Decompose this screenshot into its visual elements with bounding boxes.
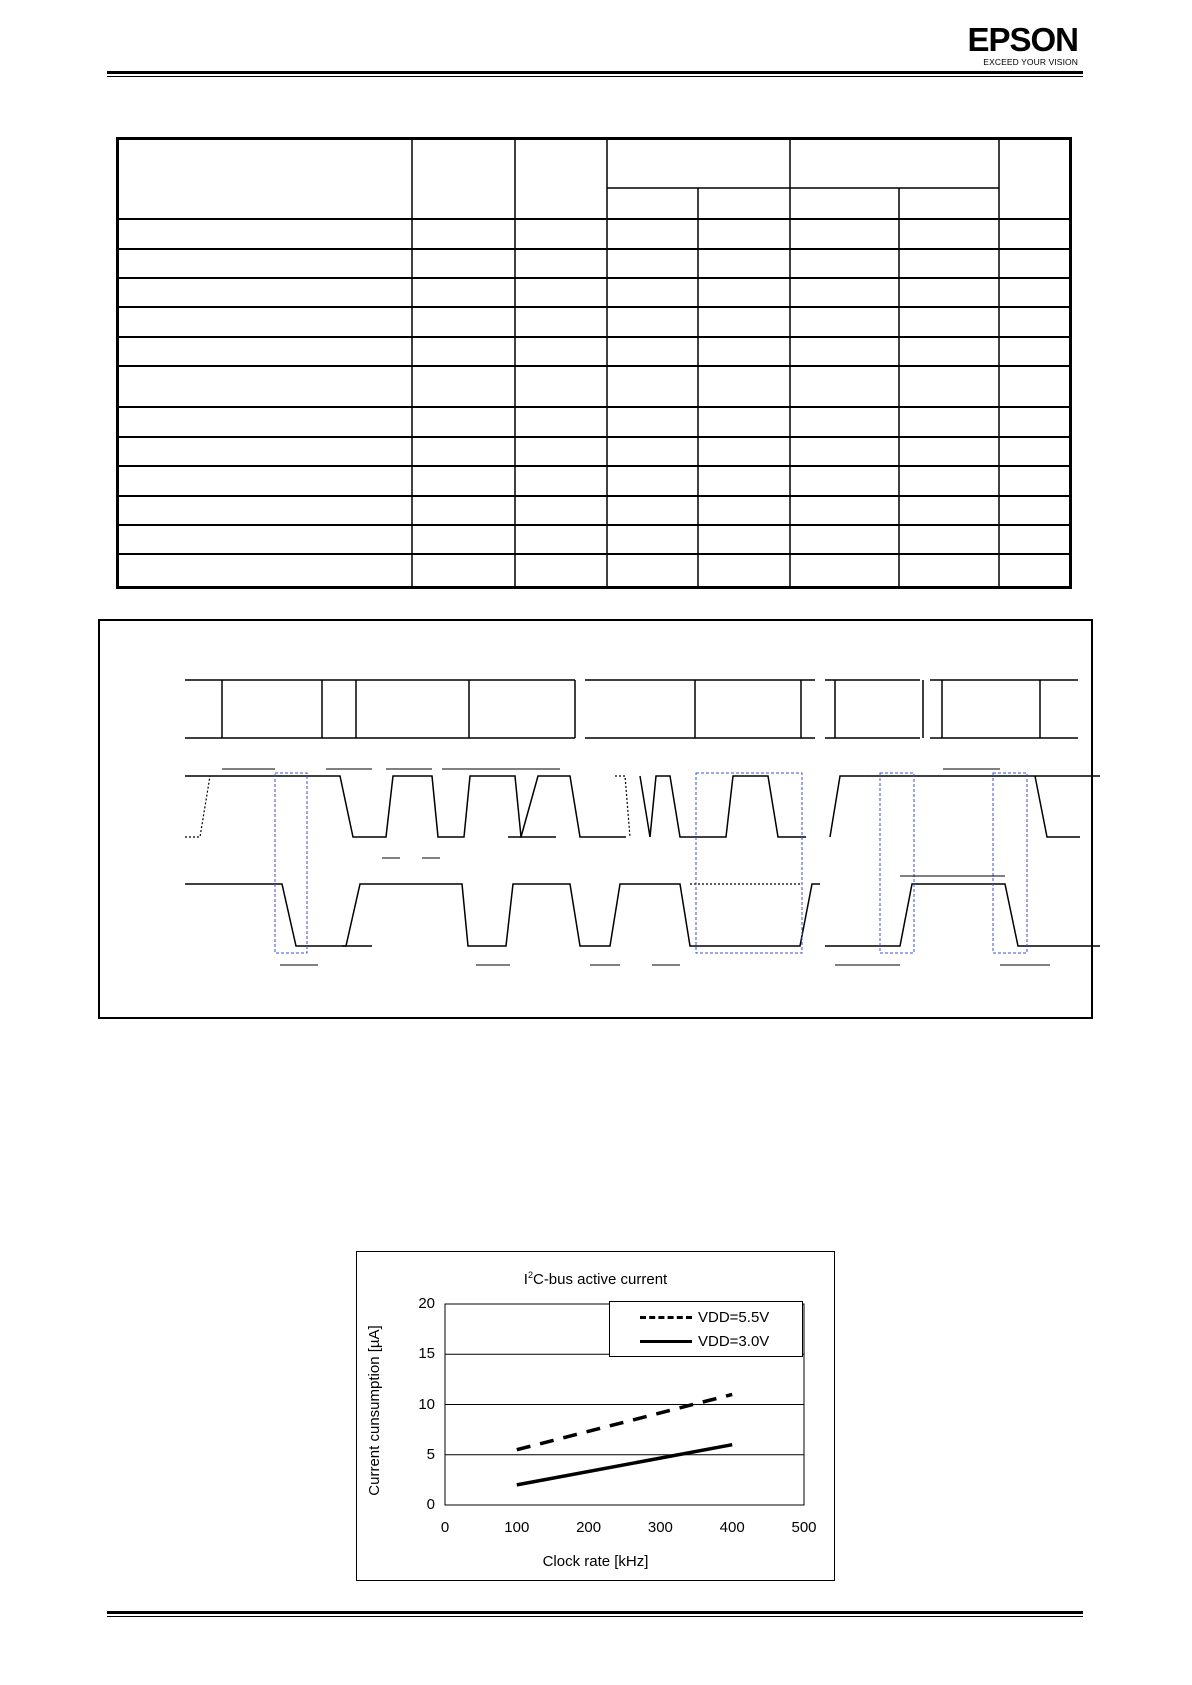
current-chart: [356, 1251, 835, 1581]
timing-waveforms: [100, 621, 1091, 1017]
y-tick-label: 20: [418, 1295, 435, 1312]
series-line-1: [517, 1445, 732, 1485]
y-tick-label: 10: [418, 1395, 435, 1413]
chart-legend: [609, 1301, 803, 1357]
x-tick-label: 100: [504, 1519, 530, 1536]
brand-name: EPSON: [967, 21, 1078, 58]
x-tick-label: 0: [440, 1519, 450, 1536]
legend-label-3v0: VDD=3.0V: [698, 1332, 770, 1350]
spec-table-grid: [119, 140, 1069, 586]
legend-item-3v0: [640, 1329, 769, 1353]
y-tick-label: 0: [426, 1496, 435, 1513]
x-tick-label: 300: [647, 1519, 673, 1536]
legend-item-5v5: [640, 1305, 769, 1329]
brand-tagline: EXCEED YOUR VISION: [983, 57, 1078, 67]
y-tick-label: 15: [418, 1345, 435, 1363]
x-axis-label: Clock rate [kHz]: [542, 1553, 649, 1570]
legend-dashed-swatch: [640, 1316, 692, 1319]
x-tick-label: 500: [791, 1519, 817, 1536]
legend-label-5v5: VDD=5.5V: [698, 1308, 770, 1326]
y-tick-label: 5: [426, 1445, 435, 1463]
y-axis-label: Current cunsumption [µA]: [366, 1325, 383, 1496]
chart-title: $I^2C$-bus active current: [523, 1270, 668, 1288]
epson-logo: [960, 21, 1078, 68]
x-tick-label: 200: [576, 1519, 602, 1536]
x-tick-label: 400: [719, 1519, 745, 1536]
legend-solid-swatch: [640, 1340, 692, 1343]
series-line-0: [517, 1394, 732, 1449]
footer-rule: [107, 1611, 1083, 1614]
header-rule: [107, 71, 1083, 74]
timing-diagram: [98, 619, 1093, 1019]
spec-table: [116, 137, 1072, 589]
